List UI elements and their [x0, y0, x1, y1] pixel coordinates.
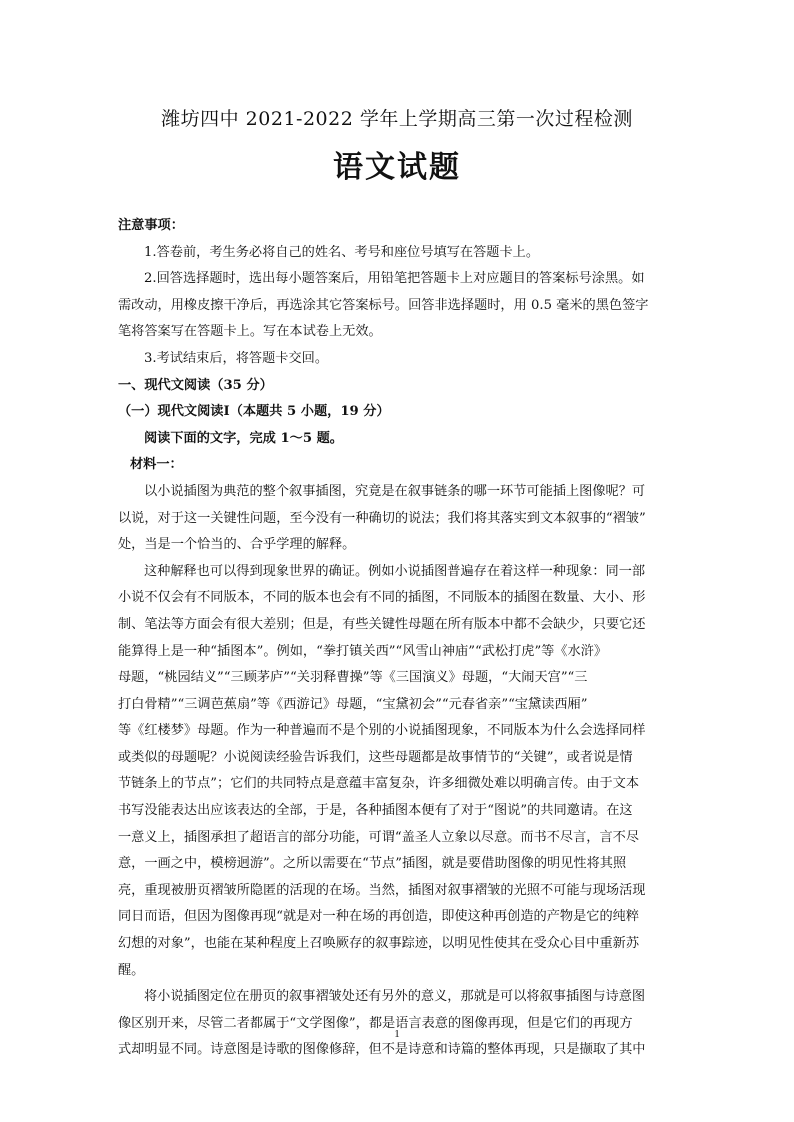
passage-line: 这种解释也可以得到现象世界的确证。例如小说插图普遍存在着这样一种现象：同一部 — [144, 563, 646, 579]
passage-line: 节链条上的节点”；它们的共同特点是意蕴丰富复杂，许多细微处难以明确言传。由于文本 — [118, 776, 640, 792]
material-label: 材料一： — [130, 457, 183, 473]
notice-item-continued: 笔将答案写在答题卡上。写在本试卷上无效。 — [118, 324, 382, 340]
page-content — [118, 213, 684, 1064]
passage-line: 式却明显不同。诗意图是诗歌的图像修辞，但不是诗意和诗篇的整体再现，只是撷取了其中 — [118, 1042, 646, 1058]
notice-heading: 注意事项： — [118, 218, 184, 233]
passage-line: 书写没能表达出应该表达的全部，于是，各种插图本便有了对于“图说”的共同邀请。在这 — [118, 803, 633, 819]
passage-line: 小说不仅会有不同版本，不同的版本也会有不同的插图，不同版本的插图在数量、大小、形 — [118, 590, 646, 606]
passage-paragraph — [118, 559, 684, 985]
page-number: 1 — [394, 1028, 400, 1040]
passage-line: 等《红楼梦》母题。作为一种普遍而不是个别的小说插图现象，不同版本为什么会选择同样 — [118, 723, 646, 739]
notice-item-continued: 需改动，用橡皮擦干净后，再选涂其它答案标号。回答非选择题时，用 0.5 毫米的黑色签字 — [118, 297, 649, 313]
passage-line: 醒。 — [118, 962, 145, 978]
exam-title: 潍坊四中 2021-2022 学年上学期高三第一次过程检测 — [161, 108, 633, 130]
passage-line: 意，一画之中，模榜迥游”。之所以需要在“节点”插图，就是要借助图像的明见性将其照 — [118, 856, 627, 872]
passage-line: 亮，重现被册页褶皱所隐匿的活现的在场。当然，插图对叙事褶皱的光照不可能与现场活现 — [118, 882, 646, 898]
passage-line: 以说，对于这一关键性问题，至今没有一种确切的说法；我们将其落实到文本叙事的“褶皱” — [118, 510, 646, 526]
passage-paragraph — [118, 984, 684, 1064]
passage-line: 将小说插图定位在册页的叙事褶皱处还有另外的意义，那就是可以将叙事插图与诗意图 — [144, 989, 646, 1005]
subject-title: 语文试题 — [333, 150, 461, 185]
notice-item: 1.答卷前，考生务必将自己的姓名、考号和座位号填写在答题卡上。 — [144, 244, 540, 260]
passage-line: 或类似的母题呢？小说阅读经验告诉我们，这些母题都是故事情节的“关键”，或者说是情 — [118, 749, 633, 765]
passage-line: 一意义上，插图承担了超语言的部分功能，可谓“盖圣人立象以尽意。而书不尽言，言不尽 — [118, 829, 640, 845]
passage-line: 像区别开来，尽管二者都属于“文学图像”，都是语言表意的图像再现，但是它们的再现方 — [118, 1015, 633, 1031]
passage-line: 制、笔法等方面会有很大差别；但是，有些关键性母题在所有版本中都不会缺少，只要它还 — [118, 616, 646, 632]
section-title: 一、现代文阅读（35 分） — [118, 377, 273, 393]
passage-line: 同日而语，但因为图像再现“就是对一种在场的再创造，即使这种再创造的产物是它的纯粹 — [118, 909, 640, 925]
passage-paragraph — [118, 479, 684, 559]
passage-line: 能算得上是一种“插图本”。例如，“拳打镇关西”“风雪山神庙”“武松打虎”等《水浒》 — [118, 643, 608, 659]
passage-line: 幻想的对象”，也能在某种程度上召唤厥存的叙事踪迹，以明见性使其在受众心目中重新苏 — [118, 936, 640, 952]
passage-line: 以小说插图为典范的整个叙事插图，究竟是在叙事链条的哪一环节可能插上图像呢？可 — [144, 483, 646, 499]
subsection-title: （一）现代文阅读Ⅰ（本题共 5 小题，19 分） — [118, 404, 390, 420]
notice-item: 3.考试结束后，将答题卡交回。 — [144, 350, 329, 366]
passage-line: 处，当是一个恰当的、合乎学理的解释。 — [118, 537, 356, 553]
notice-item: 2.回答选择题时，选出每小题答案后，用铅笔把答题卡上对应题目的答案标号涂黑。如 — [144, 271, 645, 287]
reading-instruction: 阅读下面的文字，完成 1～5 题。 — [144, 430, 343, 446]
passage-line: 母题，“桃园结义”“三顾茅庐”“关羽释曹操”等《三国演义》母题，“大闹天宫”“三 — [118, 670, 588, 686]
passage-line: 打白骨精”“三调芭蕉扇”等《西游记》母题，“宝黛初会”“元春省亲”“宝黛读西厢” — [118, 696, 588, 712]
